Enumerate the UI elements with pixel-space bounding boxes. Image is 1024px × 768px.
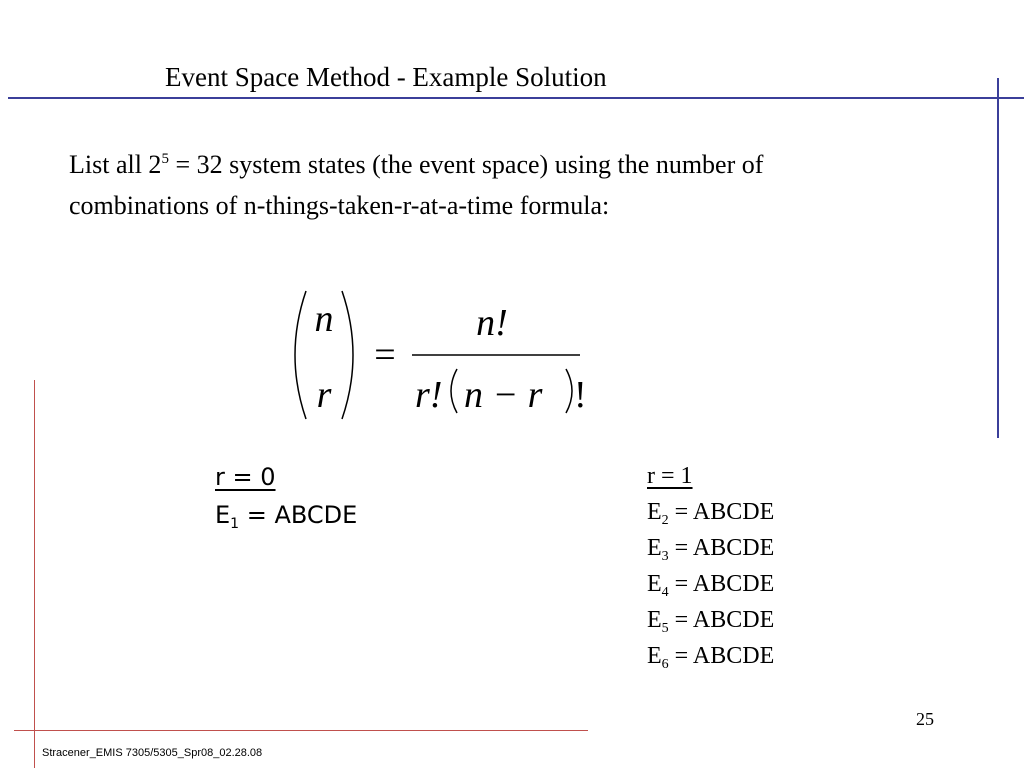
slide-title: Event Space Method - Example Solution [165,62,607,92]
left-accent-line [34,380,35,768]
r1-event-row [647,566,774,602]
event-index: 3 [661,549,669,564]
body-exponent: 5 [161,151,169,167]
event-value: = ABCDE [239,501,358,529]
denominator-r-factorial: r! [415,374,443,416]
slide-body-text [69,144,829,226]
event-symbol: E [647,607,662,633]
event-symbol: E [647,499,662,525]
event-index: 5 [661,621,669,636]
r1-event-row [647,530,774,566]
event-symbol: E [647,643,662,669]
event-index: 4 [661,585,669,600]
r0-block [215,458,357,534]
r0-heading: r = 0 [215,463,276,491]
denominator-left-paren [451,369,457,413]
event-symbol: E [215,501,231,529]
footer-text: Stracener_EMIS 7305/5305_Spr08_02.28.08 [42,747,263,759]
page-number: 25 [916,709,934,729]
denominator-right-paren [566,369,572,413]
equals-sign: = [374,334,396,376]
left-paren [295,291,306,419]
r1-event-row [647,638,774,674]
bottom-accent-line [14,730,588,731]
r1-block [647,458,774,674]
r0-event [215,496,357,534]
title-divider-line [8,97,1024,99]
event-value: = ABCDE [668,607,775,633]
binomial-bottom: r [316,374,332,416]
right-accent-line [997,78,999,438]
binomial-top: n [314,298,334,340]
event-value: = ABCDE [668,499,775,525]
body-text-rest: = 32 system states (the event space) using the number of combinations of n-things-taken-r-at-a-time formula: [69,150,764,220]
event-symbol: E [647,535,662,561]
body-text-start: List all 2 [69,150,162,179]
event-symbol: E [647,571,662,597]
denominator-factorial: ! [574,374,587,416]
r1-event-row [647,602,774,638]
event-value: = ABCDE [668,535,775,561]
event-index: 2 [661,513,669,528]
right-paren [342,291,353,419]
denominator-n-minus-r: n − r [464,374,543,416]
fraction-numerator: n! [476,302,508,344]
event-value: = ABCDE [668,571,775,597]
r1-heading: r = 1 [647,463,693,489]
event-index: 1 [230,516,240,532]
event-value: = ABCDE [668,643,775,669]
combination-formula [280,285,590,425]
event-index: 6 [661,657,669,672]
r1-event-row [647,494,774,530]
